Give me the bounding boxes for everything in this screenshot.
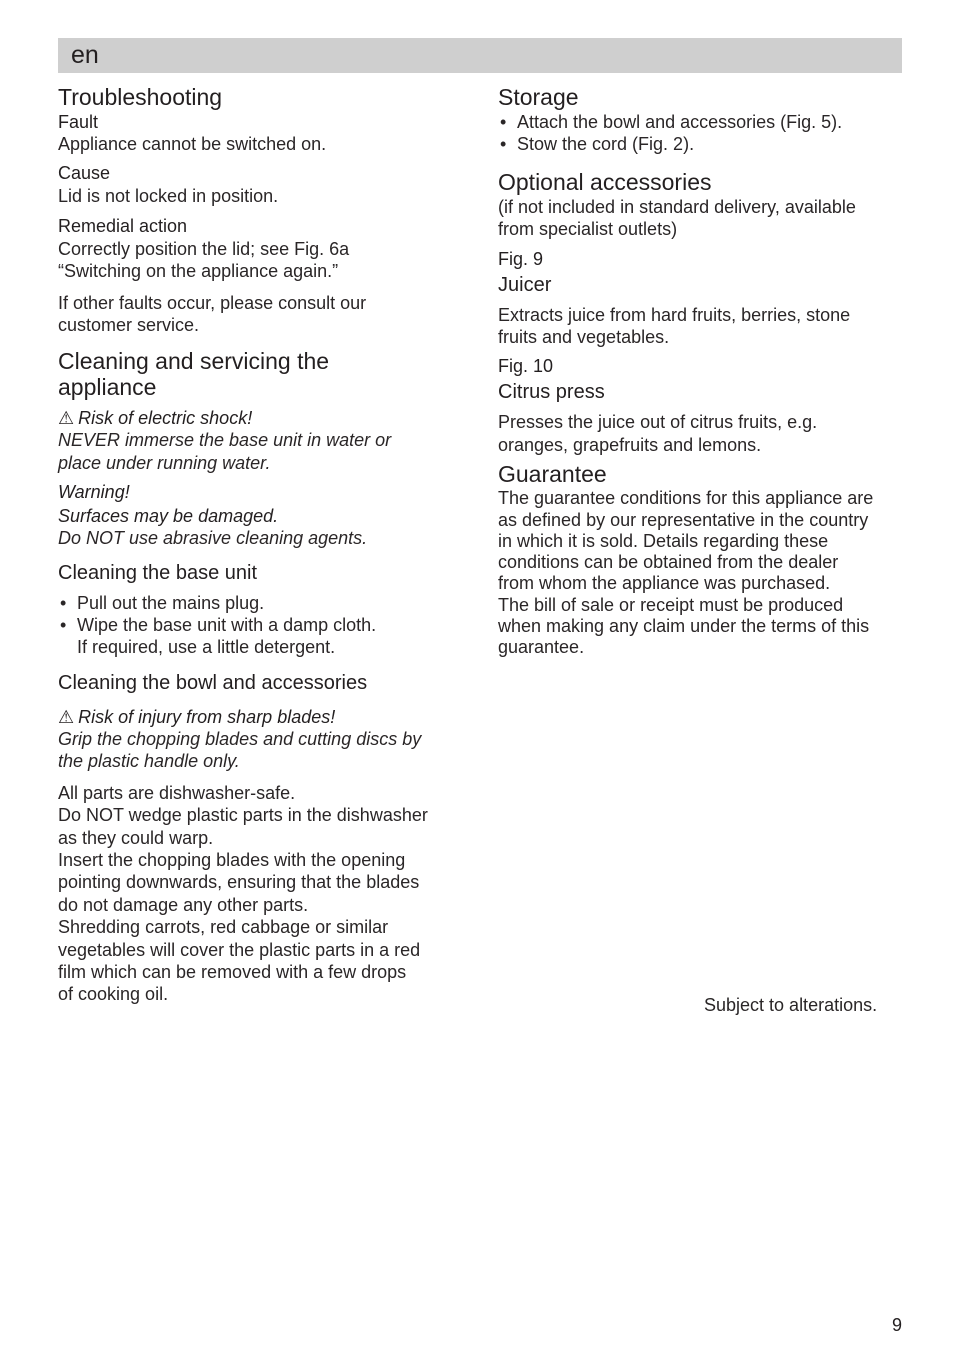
troubleshooting-heading: Troubleshooting bbox=[58, 84, 223, 110]
warning-triangle-icon: ⚠ bbox=[58, 408, 75, 429]
guarantee-line: in which it is sold. Details regarding these bbox=[498, 530, 829, 551]
other-faults-line: If other faults occur, please consult our bbox=[58, 292, 367, 313]
language-bar bbox=[58, 38, 902, 73]
list-item bbox=[58, 614, 468, 659]
right-column bbox=[498, 84, 910, 659]
language-code: en bbox=[71, 41, 99, 69]
abrasive-warning: Do NOT use abrasive cleaning agents. bbox=[58, 528, 368, 549]
page-number: 9 bbox=[892, 1315, 903, 1335]
cause-text: Lid is not locked in position. bbox=[58, 186, 279, 207]
guarantee-line: when making any claim under the terms of this bbox=[498, 616, 870, 637]
list-item: • Stow the cord (Fig. 2). bbox=[498, 133, 910, 155]
citrus-line: Presses the juice out of citrus fruits, e.g. bbox=[498, 412, 818, 433]
juicer-line: fruits and vegetables. bbox=[498, 327, 670, 348]
fault-label: Fault bbox=[58, 112, 99, 132]
base-unit-list bbox=[58, 592, 468, 659]
blades-warning-line: the plastic handle only. bbox=[58, 751, 240, 772]
remedy-label: Remedial action bbox=[58, 215, 188, 236]
shock-warning-text: Risk of electric shock! bbox=[78, 408, 253, 429]
body-line: Insert the chopping blades with the opening bbox=[58, 849, 406, 870]
fault-text: Appliance cannot be switched on. bbox=[58, 134, 327, 154]
subject-to-alterations: Subject to alterations. bbox=[704, 995, 878, 1015]
list-item: • Attach the bowl and accessories (Fig. 5). bbox=[498, 111, 910, 133]
guarantee-line: conditions can be obtained from the dealer bbox=[498, 552, 839, 573]
shock-warning-line: place under running water. bbox=[58, 452, 271, 473]
body-line: vegetables will cover the plastic parts in a red bbox=[58, 939, 421, 960]
citrus-press-heading: Citrus press bbox=[498, 381, 605, 404]
cause-label: Cause bbox=[58, 163, 111, 184]
guarantee-line: guarantee. bbox=[498, 637, 585, 658]
guarantee-line: The guarantee conditions for this appliance are bbox=[498, 488, 874, 509]
cleaning-heading-line: appliance bbox=[58, 374, 157, 401]
blades-warning-title bbox=[58, 706, 468, 728]
body-line: film which can be removed with a few drops bbox=[58, 961, 407, 982]
guarantee-heading: Guarantee bbox=[498, 461, 607, 488]
blades-warning-text: Risk of injury from sharp blades! bbox=[78, 706, 336, 727]
guarantee-line: as defined by our representative in the country bbox=[498, 509, 869, 530]
guarantee-line: The bill of sale or receipt must be produced bbox=[498, 594, 844, 615]
body-line: of cooking oil. bbox=[58, 984, 169, 1005]
bowl-accessories-heading: Cleaning the bowl and accessories bbox=[58, 671, 368, 694]
remedy-text-line: “Switching on the appliance again.” bbox=[58, 261, 339, 282]
body-line: All parts are dishwasher-safe. bbox=[58, 782, 296, 803]
surfaces-warning: Surfaces may be damaged. bbox=[58, 506, 279, 527]
cleaning-heading bbox=[58, 348, 468, 400]
warning-triangle-icon: ⚠ bbox=[58, 706, 75, 727]
storage-list bbox=[498, 111, 910, 156]
warning-label: Warning! bbox=[58, 482, 130, 503]
left-column bbox=[58, 84, 468, 1006]
guarantee-body bbox=[498, 488, 910, 658]
storage-heading: Storage bbox=[498, 84, 579, 110]
body-line: Do NOT wedge plastic parts in the dishwasher bbox=[58, 805, 428, 826]
cleaning-heading-line: Cleaning and servicing the bbox=[58, 348, 330, 375]
citrus-line: oranges, grapefruits and lemons. bbox=[498, 434, 762, 455]
body-line: as they could warp. bbox=[58, 827, 214, 848]
list-item-line: Wipe the base unit with a damp cloth. bbox=[77, 615, 377, 636]
list-item-line: If required, use a little detergent. bbox=[77, 637, 336, 658]
juicer-heading: Juicer bbox=[498, 273, 552, 296]
body-line: Shredding carrots, red cabbage or similar bbox=[58, 917, 389, 938]
shock-warning-title bbox=[58, 407, 468, 429]
optional-note-line: from specialist outlets) bbox=[498, 219, 678, 240]
body-line: pointing downwards, ensuring that the blades bbox=[58, 872, 420, 893]
fig9-label: Fig. 9 bbox=[498, 248, 544, 269]
blades-warning-line: Grip the chopping blades and cutting discs by bbox=[58, 728, 422, 749]
shock-warning-line: NEVER immerse the base unit in water or bbox=[58, 430, 392, 451]
base-unit-heading: Cleaning the base unit bbox=[58, 561, 258, 584]
other-faults-line: customer service. bbox=[58, 315, 200, 336]
guarantee-line: from whom the appliance was purchased. bbox=[498, 573, 831, 594]
cleaning-body bbox=[58, 782, 468, 1006]
juicer-line: Extracts juice from hard fruits, berries, stone bbox=[498, 304, 851, 325]
list-item: • Pull out the mains plug. bbox=[58, 592, 468, 614]
optional-note-line: (if not included in standard delivery, available bbox=[498, 196, 856, 217]
body-line: do not damage any other parts. bbox=[58, 894, 309, 915]
fig10-label: Fig. 10 bbox=[498, 356, 554, 377]
remedy-text-line: Correctly position the lid; see Fig. 6a bbox=[58, 238, 350, 259]
optional-accessories-heading: Optional accessories bbox=[498, 168, 712, 195]
